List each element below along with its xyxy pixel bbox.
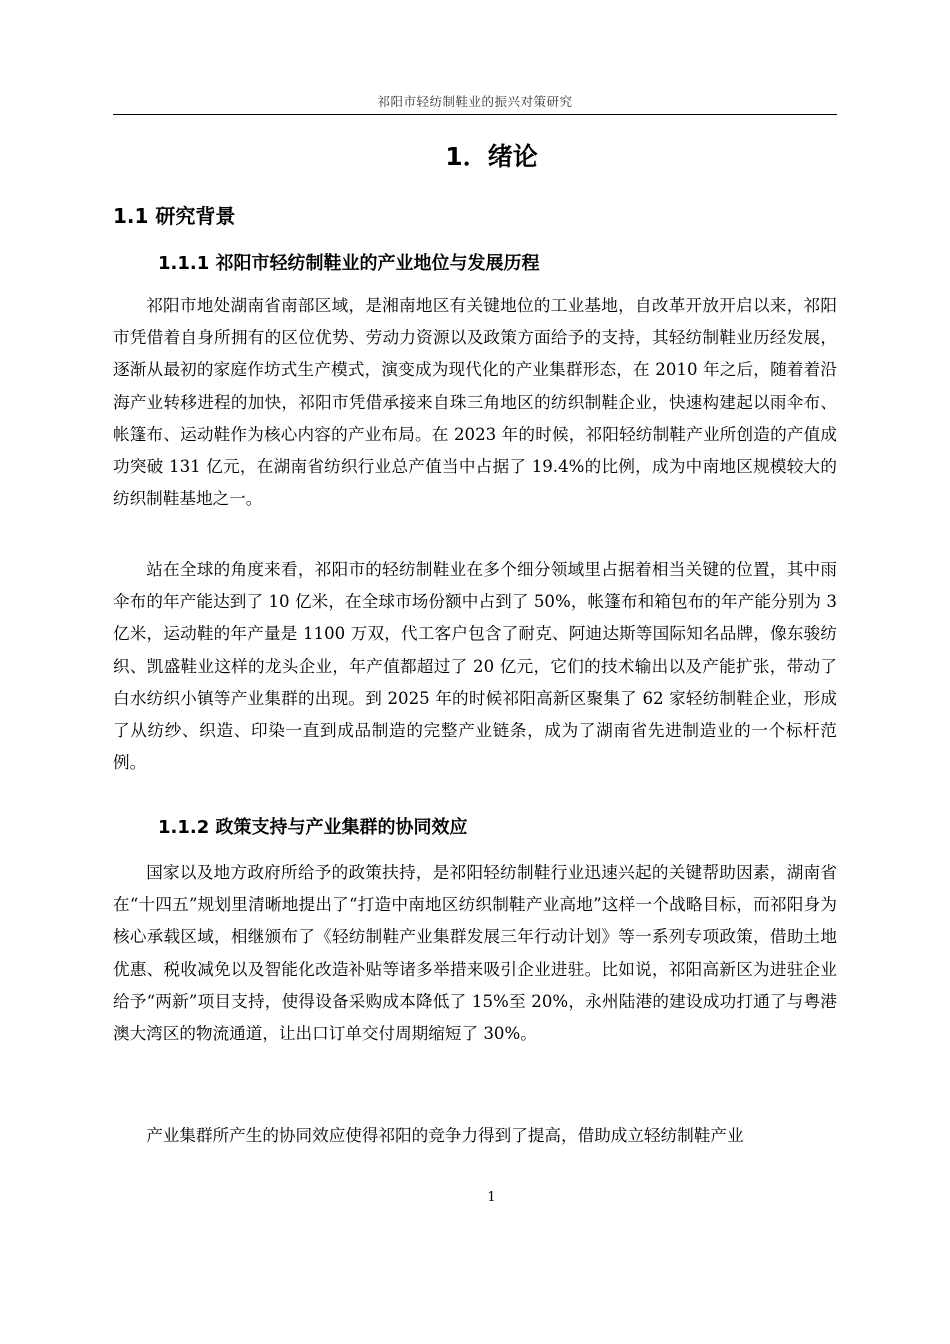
section-heading-1-1: 1.1 研究背景	[113, 204, 236, 228]
running-header: 祁阳市轻纺制鞋业的振兴对策研究	[377, 94, 573, 109]
chapter-title: 1．绪论	[445, 142, 538, 171]
subsection-heading-1-1-2: 1.1.2 政策支持与产业集群的协同效应	[158, 817, 468, 838]
paragraph-1-1-2-a: 国家以及地方政府所给予的政策扶持，是祁阳轻纺制鞋行业迅速兴起的关键帮助因素，湖南省在“十四五”规划里清晰地提出了“打造中南地区纺织制鞋产业高地”这样一个战略目标，而祁阳身为核心承载区域，相继颁布了《轻纺制鞋产业集群发展三年行动计划》等一系列专项政策，借助土地优惠、税收减免以及智能化改造补贴等诸多举措来吸引企业进驻。比如说，祁阳高新区为进驻企业给予“两新”项目支持，使得设备采购成本降低了 15%至 20%，永州陆港的建设成功打通了与粤港澳大湾区的物流通道，让出口订单交付周期缩短了 30%。	[113, 863, 837, 1044]
page-number: 1	[487, 1190, 496, 1205]
paragraph-1-1-1-b: 站在全球的角度来看，祁阳市的轻纺制鞋业在多个细分领域里占据着相当关键的位置，其中雨伞布的年产能达到了 10 亿米，在全球市场份额中占到了 50%，帐篷布和箱包布的年产能分别为 3 亿米，运动鞋的年产量是 1100 万双，代工客户包含了耐克、阿迪达斯等国际知名品牌，像东骏纺织、凯盛鞋业这样的龙头企业，年产值都超过了 20 亿元，它们的技术输出以及产能扩张，带动了白水纺织小镇等产业集群的出现。到 2025 年的时候祁阳高新区聚集了 62 家轻纺制鞋企业，形成了从纺纱、织造、印染一直到成品制造的完整产业链条，成为了湖南省先进制造业的一个标杆范例。	[113, 560, 837, 773]
header-divider	[113, 114, 837, 115]
paragraph-1-1-2-b: 产业集群所产生的协同效应使得祁阳的竞争力得到了提高，借助成立轻纺制鞋产业	[146, 1126, 744, 1145]
paragraph-1-1-1-a: 祁阳市地处湖南省南部区域，是湘南地区有关键地位的工业基地，自改革开放开启以来，祁阳市凭借着自身所拥有的区位优势、劳动力资源以及政策方面给予的支持，其轻纺制鞋业历经发展，逐渐从最初的家庭作坊式生产模式，演变成为现代化的产业集群形态，在 2010 年之后，随着着沿海产业转移进程的加快，祁阳市凭借承接来自珠三角地区的纺织制鞋企业，快速构建起以雨伞布、帐篷布、运动鞋作为核心内容的产业布局。在 2023 年的时候，祁阳轻纺制鞋产业所创造的产值成功突破 131 亿元，在湖南省纺织行业总产值当中占据了 19.4%的比例，成为中南地区规模较大的纺织制鞋基地之一。	[113, 296, 837, 509]
subsection-heading-1-1-1: 1.1.1 祁阳市轻纺制鞋业的产业地位与发展历程	[158, 253, 540, 274]
